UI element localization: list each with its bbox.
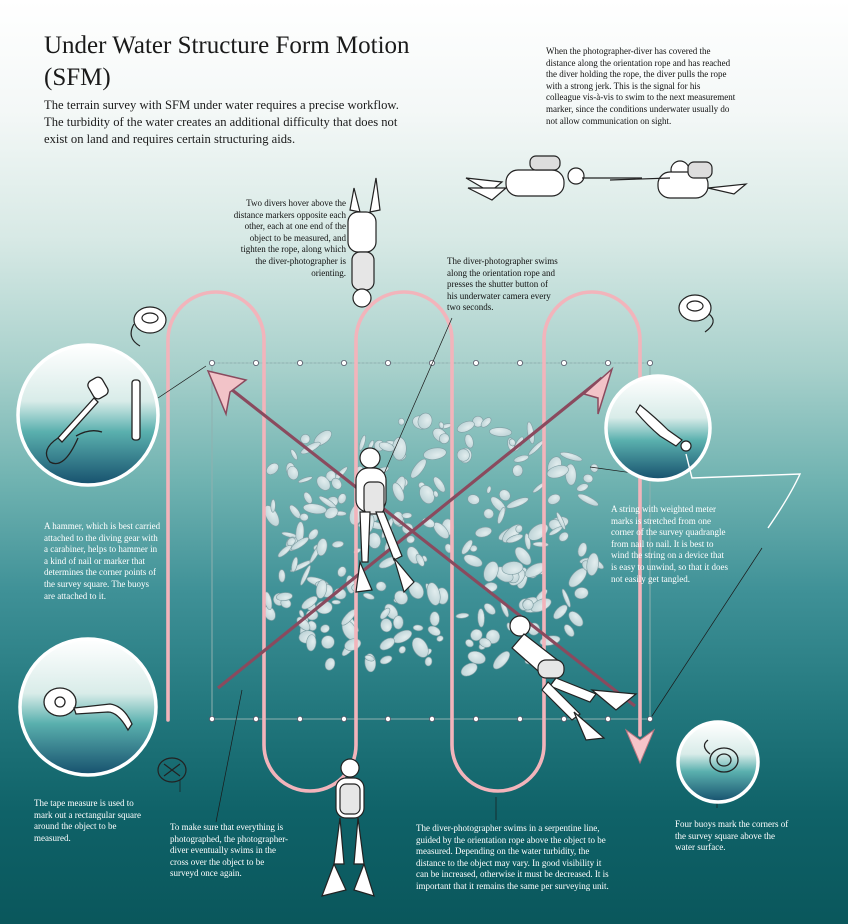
distance-marker	[209, 716, 214, 721]
rock	[324, 657, 337, 672]
buoy-icon	[679, 295, 713, 332]
rock	[561, 588, 572, 608]
rock	[392, 588, 411, 607]
distance-marker	[605, 716, 610, 721]
distance-marker	[429, 716, 434, 721]
rock	[512, 465, 522, 477]
diver-icon	[610, 161, 746, 198]
rock	[332, 600, 341, 604]
rock	[576, 492, 599, 508]
rock	[380, 618, 393, 633]
rock	[289, 448, 298, 460]
rock	[332, 540, 344, 548]
leader-line	[216, 690, 242, 822]
rock	[299, 513, 308, 521]
rock	[319, 633, 337, 651]
distance-marker	[341, 716, 346, 721]
rock	[551, 603, 570, 622]
rock	[302, 491, 314, 505]
distance-marker	[517, 716, 522, 721]
buoy-icon	[158, 758, 186, 782]
rock	[413, 625, 423, 632]
rock	[431, 475, 447, 494]
diver-icon	[466, 156, 642, 200]
diver-icon	[348, 178, 380, 307]
distance-marker	[209, 360, 214, 365]
rock	[323, 505, 340, 521]
rock	[379, 654, 393, 665]
distance-marker	[647, 360, 652, 365]
rock	[482, 507, 496, 521]
buoy-detail-circle	[678, 722, 758, 802]
rock	[585, 552, 600, 576]
rock	[402, 513, 412, 519]
rock	[408, 457, 429, 481]
arrow-icon	[584, 369, 612, 414]
rock	[456, 613, 469, 619]
intro-paragraph: The terrain survey with SFM under water requires a precise workflow. The turbidity of the water creates an additional difficulty that does not exist on land and requires certain structuring aids.	[44, 98, 399, 146]
rock	[576, 482, 590, 493]
rock	[467, 493, 481, 505]
distance-marker	[253, 360, 258, 365]
rock	[393, 616, 403, 630]
rock	[438, 421, 444, 429]
distance-marker	[473, 716, 478, 721]
rock	[477, 609, 484, 628]
arrow-icon	[208, 371, 246, 414]
page-title: Under Water Structure Form Motion (SFM)	[44, 32, 410, 91]
caption-rope-signal: When the photographer-diver has covered the distance along the orientation rope and has reached the diver holding the rope, the diver pulls the rope with a strong jerk. This is the signal for his colleague vis-à-vis to swim to the next measurement marker, since the conditions underwater usually do not allow communication on sight.	[546, 46, 736, 126]
caption-cross-swim: To make sure that everything is photographed, the photographer-diver eventually swims in the cross over the object to be surveyd once again.	[170, 822, 289, 879]
caption-serpentine: The diver-photographer swims in a serpentine line, guided by the orientation rope above the object to be measured. Depending on the water turbidity, the distance to the object may vary. In good visibility it can be increased, otherwise it must be decreased. It is important that it remains the same per surveying unit.	[416, 823, 609, 891]
rock	[562, 623, 576, 638]
tape-detail-circle	[20, 639, 156, 775]
hammer-detail-circle	[18, 345, 158, 485]
rock	[362, 592, 375, 601]
caption-hovering-divers: Two divers hover above the distance markers opposite each other, each at one end of the object to be measured, and tighten the rope, along which the diver-photographer is orienting.	[233, 198, 346, 278]
caption-hammer: A hammer, which is best carried attached to the diving gear with a carabiner, helps to hammer in a kind of nail or marker that determines the corner points of the survey square. The buoys are attached to it.	[44, 521, 161, 601]
rock	[462, 552, 484, 569]
rock	[398, 418, 405, 426]
diver-icon	[322, 759, 374, 896]
distance-marker	[561, 716, 566, 721]
rock	[264, 461, 281, 477]
distance-marker	[605, 360, 610, 365]
rock	[298, 475, 313, 484]
rock	[486, 486, 492, 494]
rock	[574, 586, 590, 599]
rock	[337, 492, 348, 505]
leader-line	[158, 366, 206, 398]
rock	[424, 657, 432, 667]
distance-marker	[297, 360, 302, 365]
rock	[271, 499, 276, 512]
rock	[398, 645, 407, 655]
rock	[513, 454, 529, 464]
buoy-icon	[131, 307, 166, 346]
rock	[474, 526, 492, 539]
rock	[463, 433, 474, 449]
rock	[582, 473, 593, 483]
distance-marker	[297, 716, 302, 721]
distance-marker	[517, 360, 522, 365]
distance-marker	[253, 716, 258, 721]
rock	[423, 446, 448, 461]
rock	[559, 450, 583, 463]
distance-marker	[385, 360, 390, 365]
rock	[489, 427, 512, 437]
distance-marker	[647, 716, 652, 721]
distance-marker	[561, 360, 566, 365]
rock	[546, 492, 562, 506]
rock	[490, 649, 512, 672]
rock	[336, 565, 347, 578]
rock	[533, 542, 549, 548]
rock	[557, 530, 570, 543]
rock	[375, 581, 386, 592]
rock	[481, 559, 501, 583]
rock	[278, 569, 285, 582]
caption-shutter: The diver-photographer swims along the orientation rope and presses the shutter button of his underwater camera every two seconds.	[447, 256, 558, 313]
rock	[319, 623, 331, 634]
caption-string: A string with weighted meter marks is stretched from one corner of the survey quadrangle from nail to nail. It is best to wind the string on a device that is easy to unwind, so that it does not easily get tangled.	[611, 504, 728, 584]
caption-tape-measure: The tape measure is used to mark out a rectangular square around the object to be measured.	[34, 798, 141, 843]
caption-buoys: Four buoys mark the corners of the survey square above the water surface.	[675, 819, 789, 853]
rock	[577, 542, 589, 558]
distance-marker	[341, 360, 346, 365]
distance-marker	[473, 360, 478, 365]
distance-marker	[385, 716, 390, 721]
rock	[303, 502, 328, 515]
rock	[430, 612, 440, 626]
rock	[409, 635, 432, 660]
